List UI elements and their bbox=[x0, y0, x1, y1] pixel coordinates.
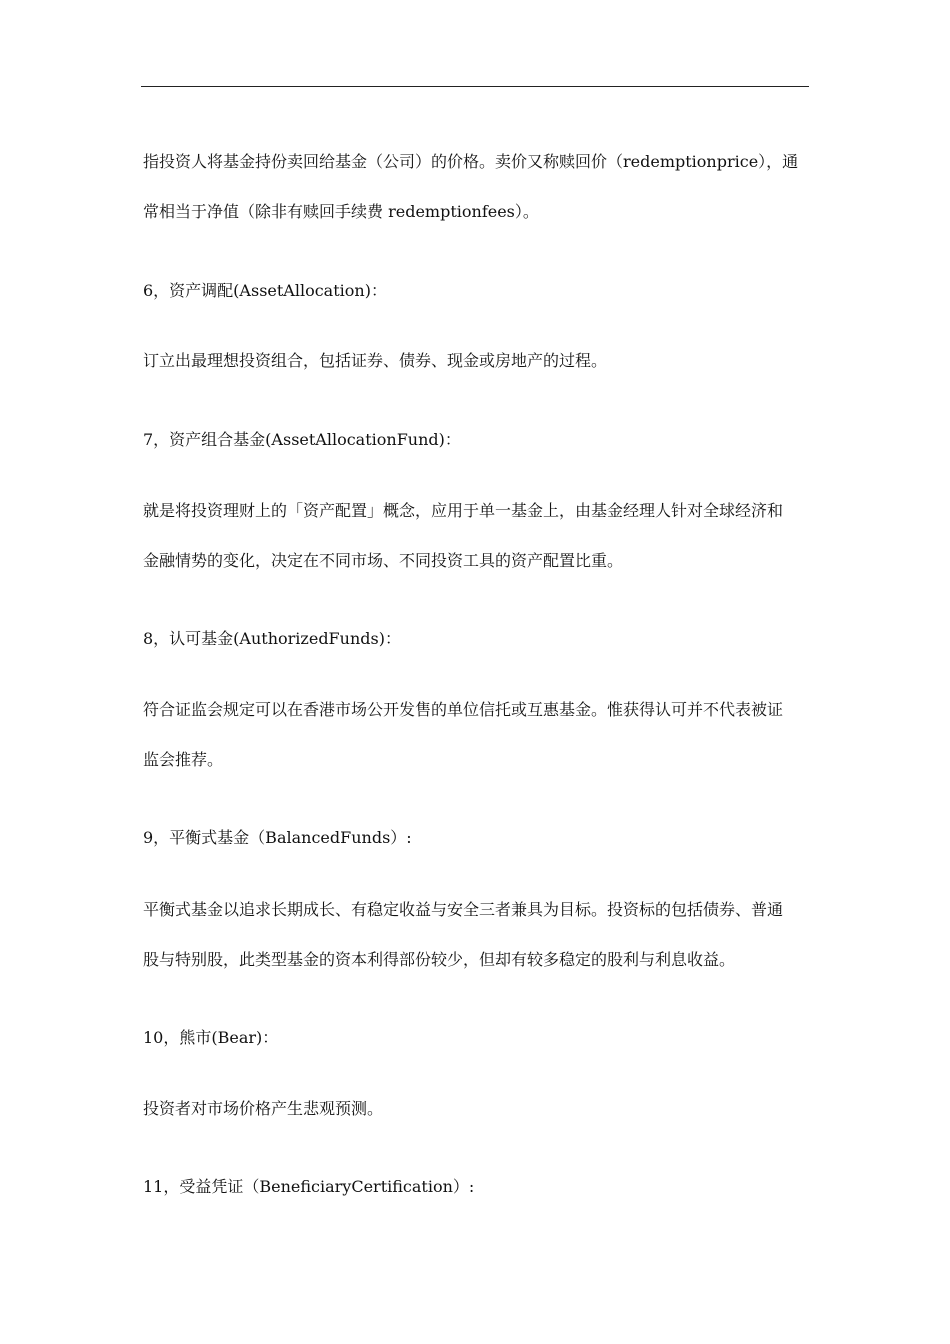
paragraph-line: 投资者对市场价格产生悲观预测。 bbox=[143, 1099, 384, 1118]
paragraph-line: 常相当于净值（除非有赎回手续费 redemptionfees）。 bbox=[143, 202, 539, 221]
term-heading: 10，熊市(Bear)： bbox=[143, 1028, 279, 1047]
paragraph-line: 股与特别股，此类型基金的资本利得部份较少，但却有较多稳定的股利与利息收益。 bbox=[143, 950, 736, 969]
paragraph-line: 指投资人将基金持份卖回给基金（公司）的价格。卖价又称赎回价（redemptionprice），通 bbox=[143, 152, 799, 171]
paragraph-line: 符合证监会规定可以在香港市场公开发售的单位信托或互惠基金。惟获得认可并不代表被证 bbox=[143, 700, 784, 719]
term-heading: 11，受益凭证（BeneficiaryCertification）: bbox=[143, 1177, 475, 1196]
paragraph-line: 订立出最理想投资组合，包括证券、债券、现金或房地产的过程。 bbox=[143, 351, 608, 370]
term-heading: 7，资产组合基金(AssetAllocationFund)： bbox=[143, 430, 461, 449]
paragraph-line: 监会推荐。 bbox=[143, 750, 224, 769]
header-rule bbox=[141, 86, 809, 87]
term-heading: 9，平衡式基金（BalancedFunds）: bbox=[143, 828, 412, 847]
paragraph-line: 金融情势的变化，决定在不同市场、不同投资工具的资产配置比重。 bbox=[143, 551, 624, 570]
paragraph-line: 就是将投资理财上的「资产配置」概念，应用于单一基金上，由基金经理人针对全球经济和 bbox=[143, 501, 784, 520]
term-heading: 8，认可基金(AuthorizedFunds)： bbox=[143, 629, 401, 648]
paragraph-line: 平衡式基金以追求长期成长、有稳定收益与安全三者兼具为目标。投资标的包括债券、普通 bbox=[143, 900, 784, 919]
term-heading: 6，资产调配(AssetAllocation)： bbox=[143, 281, 387, 300]
